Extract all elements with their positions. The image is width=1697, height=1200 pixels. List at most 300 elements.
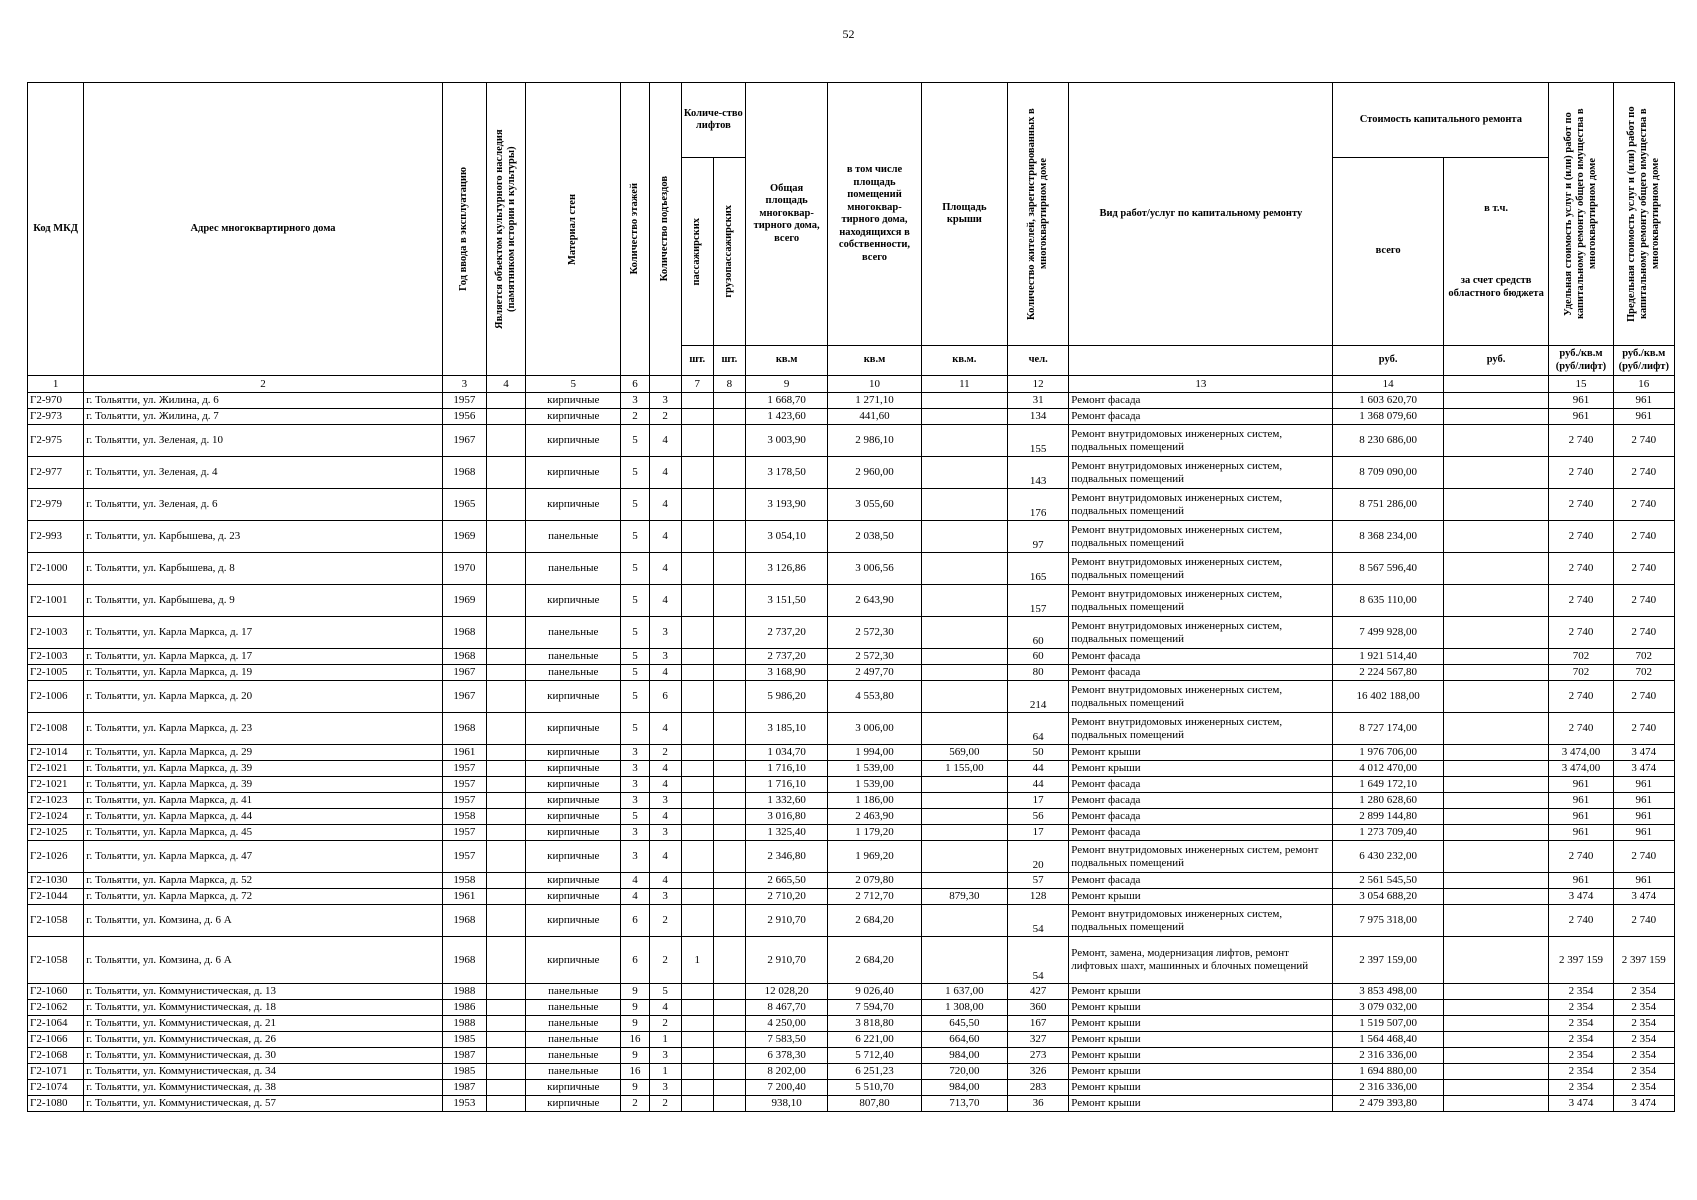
cell-year: 1961 xyxy=(442,889,486,905)
cell-unit-cost: 702 xyxy=(1549,665,1613,681)
cell-entrances: 3 xyxy=(649,617,681,649)
cell-lifts-pass xyxy=(681,825,713,841)
cell-owned-area: 2 643,90 xyxy=(828,585,921,617)
cell-residents: 31 xyxy=(1008,393,1069,409)
column-number: 14 xyxy=(1333,376,1443,393)
cell-owned-area: 1 994,00 xyxy=(828,745,921,761)
cell-address: г. Тольятти, ул. Коммунистическая, д. 34 xyxy=(84,1064,443,1080)
cell-cost-total: 2 224 567,80 xyxy=(1333,665,1443,681)
cell-residents: 360 xyxy=(1008,1000,1069,1016)
cell-lifts-pass xyxy=(681,777,713,793)
cell-address: г. Тольятти, ул. Зеленая, д. 4 xyxy=(84,457,443,489)
cell-work-type: Ремонт фасада xyxy=(1069,825,1333,841)
table-row xyxy=(28,761,1675,777)
cell-owned-area: 2 684,20 xyxy=(828,937,921,984)
cell-limit-cost: 2 354 xyxy=(1613,1032,1674,1048)
cell-limit-cost: 2 354 xyxy=(1613,1080,1674,1096)
cell-residents: 57 xyxy=(1008,873,1069,889)
cell-unit-cost: 961 xyxy=(1549,873,1613,889)
table-row xyxy=(28,617,1675,649)
cell-entrances: 4 xyxy=(649,425,681,457)
cell-entrances: 2 xyxy=(649,1096,681,1112)
cell-cost-regional xyxy=(1443,809,1548,825)
cell-cost-total: 6 430 232,00 xyxy=(1333,841,1443,873)
cell-cost-regional xyxy=(1443,713,1548,745)
column-number: 5 xyxy=(526,376,621,393)
cell-cost-total: 1 280 628,60 xyxy=(1333,793,1443,809)
cell-entrances: 4 xyxy=(649,777,681,793)
cell-address: г. Тольятти, ул. Карла Маркса, д. 47 xyxy=(84,841,443,873)
cell-work-type: Ремонт внутридомовых инженерных систем, подвальных помещений xyxy=(1069,489,1333,521)
cell-residents: 17 xyxy=(1008,825,1069,841)
cell-owned-area: 3 006,56 xyxy=(828,553,921,585)
cell-address: г. Тольятти, ул. Карла Маркса, д. 39 xyxy=(84,777,443,793)
cell-unit-cost: 2 354 xyxy=(1549,1016,1613,1032)
cell-owned-area: 5 712,40 xyxy=(828,1048,921,1064)
cell-owned-area: 2 572,30 xyxy=(828,617,921,649)
cell-unit-cost: 961 xyxy=(1549,409,1613,425)
cell-cost-regional xyxy=(1443,905,1548,937)
cell-heritage xyxy=(486,905,525,937)
cell-owned-area: 3 055,60 xyxy=(828,489,921,521)
header-cost-regional xyxy=(1443,158,1548,346)
cell-residents: 44 xyxy=(1008,777,1069,793)
cell-owned-area: 2 572,30 xyxy=(828,649,921,665)
cell-code: Г2-973 xyxy=(28,409,84,425)
cell-owned-area: 5 510,70 xyxy=(828,1080,921,1096)
cell-cost-total: 1 564 468,40 xyxy=(1333,1032,1443,1048)
cell-limit-cost: 2 740 xyxy=(1613,681,1674,713)
cell-owned-area: 2 712,70 xyxy=(828,889,921,905)
cell-wall: кирпичные xyxy=(526,425,621,457)
cell-wall: кирпичные xyxy=(526,409,621,425)
cell-total-area: 1 716,10 xyxy=(745,777,827,793)
cell-code: Г2-1006 xyxy=(28,681,84,713)
cell-lifts-cargo xyxy=(713,393,745,409)
cell-address: г. Тольятти, ул. Комзина, д. 6 А xyxy=(84,905,443,937)
cell-code: Г2-1001 xyxy=(28,585,84,617)
cell-wall: панельные xyxy=(526,1048,621,1064)
cell-residents: 167 xyxy=(1008,1016,1069,1032)
cell-cost-regional xyxy=(1443,409,1548,425)
table-row xyxy=(28,1064,1675,1080)
cell-cost-total: 2 479 393,80 xyxy=(1333,1096,1443,1112)
cell-roof-area xyxy=(921,905,1007,937)
cell-year: 1957 xyxy=(442,825,486,841)
cell-year: 1958 xyxy=(442,809,486,825)
cell-heritage xyxy=(486,761,525,777)
cell-owned-area: 2 960,00 xyxy=(828,457,921,489)
cell-lifts-cargo xyxy=(713,681,745,713)
cell-lifts-cargo xyxy=(713,585,745,617)
cell-work-type: Ремонт фасада xyxy=(1069,393,1333,409)
cell-wall: кирпичные xyxy=(526,1080,621,1096)
cell-unit-cost: 2 740 xyxy=(1549,841,1613,873)
cell-work-type: Ремонт фасада xyxy=(1069,649,1333,665)
header-floors: Количество этажей xyxy=(621,83,649,376)
cell-work-type: Ремонт внутридомовых инженерных систем, подвальных помещений xyxy=(1069,425,1333,457)
cell-entrances: 4 xyxy=(649,1000,681,1016)
header-entrances: Количество подъездов xyxy=(649,83,681,376)
cell-lifts-cargo xyxy=(713,1080,745,1096)
cell-code: Г2-1025 xyxy=(28,825,84,841)
cell-year: 1953 xyxy=(442,1096,486,1112)
cell-owned-area: 1 186,00 xyxy=(828,793,921,809)
cell-address: г. Тольятти, ул. Жилина, д. 6 xyxy=(84,393,443,409)
cell-entrances: 4 xyxy=(649,713,681,745)
cell-entrances: 3 xyxy=(649,889,681,905)
cell-year: 1970 xyxy=(442,553,486,585)
cell-address: г. Тольятти, ул. Карла Маркса, д. 23 xyxy=(84,713,443,745)
cell-limit-cost: 961 xyxy=(1613,777,1674,793)
cell-roof-area: 713,70 xyxy=(921,1096,1007,1112)
cell-year: 1967 xyxy=(442,425,486,457)
cell-address: г. Тольятти, ул. Коммунистическая, д. 26 xyxy=(84,1032,443,1048)
cell-year: 1987 xyxy=(442,1048,486,1064)
header-unit-cost: Удельная стоимость услуг и (или) работ по капитальному ремонту общего имущества в многоквартирном доме xyxy=(1549,83,1613,346)
cell-work-type: Ремонт крыши xyxy=(1069,745,1333,761)
cell-wall: кирпичные xyxy=(526,681,621,713)
cell-work-type: Ремонт крыши xyxy=(1069,1000,1333,1016)
cell-wall: панельные xyxy=(526,1064,621,1080)
cell-total-area: 6 378,30 xyxy=(745,1048,827,1064)
cell-year: 1987 xyxy=(442,1080,486,1096)
cell-cost-regional xyxy=(1443,1000,1548,1016)
cell-lifts-pass xyxy=(681,489,713,521)
cell-cost-total: 1 921 514,40 xyxy=(1333,649,1443,665)
cell-wall: кирпичные xyxy=(526,745,621,761)
cell-residents: 20 xyxy=(1008,841,1069,873)
cell-residents: 50 xyxy=(1008,745,1069,761)
cell-cost-regional xyxy=(1443,1080,1548,1096)
cell-residents: 165 xyxy=(1008,553,1069,585)
cell-code: Г2-1058 xyxy=(28,937,84,984)
cell-unit-cost: 3 474 xyxy=(1549,889,1613,905)
cell-limit-cost: 2 397 159 xyxy=(1613,937,1674,984)
cell-lifts-cargo xyxy=(713,777,745,793)
cell-code: Г2-1000 xyxy=(28,553,84,585)
cell-lifts-pass xyxy=(681,1080,713,1096)
cell-total-area: 3 054,10 xyxy=(745,521,827,553)
cell-address: г. Тольятти, ул. Комзина, д. 6 А xyxy=(84,937,443,984)
cell-wall: панельные xyxy=(526,553,621,585)
cell-lifts-cargo xyxy=(713,825,745,841)
cell-year: 1988 xyxy=(442,1016,486,1032)
cell-cost-regional xyxy=(1443,889,1548,905)
cell-unit-cost: 2 740 xyxy=(1549,905,1613,937)
cell-work-type: Ремонт внутридомовых инженерных систем, подвальных помещений xyxy=(1069,713,1333,745)
cell-address: г. Тольятти, ул. Карла Маркса, д. 44 xyxy=(84,809,443,825)
cell-owned-area: 3 818,80 xyxy=(828,1016,921,1032)
cell-heritage xyxy=(486,681,525,713)
cell-year: 1967 xyxy=(442,665,486,681)
header-code: Код МКД xyxy=(28,83,84,376)
cell-address: г. Тольятти, ул. Коммунистическая, д. 38 xyxy=(84,1080,443,1096)
table-row xyxy=(28,425,1675,457)
table-row xyxy=(28,937,1675,984)
cell-floors: 16 xyxy=(621,1064,649,1080)
cell-total-area: 2 710,20 xyxy=(745,889,827,905)
cell-entrances: 3 xyxy=(649,793,681,809)
cell-total-area: 3 193,90 xyxy=(745,489,827,521)
cell-residents: 134 xyxy=(1008,409,1069,425)
cell-year: 1986 xyxy=(442,1000,486,1016)
cell-wall: панельные xyxy=(526,1032,621,1048)
cell-roof-area xyxy=(921,777,1007,793)
cell-cost-regional xyxy=(1443,777,1548,793)
cell-code: Г2-1044 xyxy=(28,889,84,905)
cell-floors: 4 xyxy=(621,889,649,905)
cell-work-type: Ремонт внутридомовых инженерных систем, подвальных помещений xyxy=(1069,553,1333,585)
cell-residents: 155 xyxy=(1008,425,1069,457)
cell-roof-area xyxy=(921,393,1007,409)
table-row xyxy=(28,1096,1675,1112)
cell-roof-area xyxy=(921,665,1007,681)
cell-roof-area xyxy=(921,649,1007,665)
cell-lifts-cargo xyxy=(713,873,745,889)
cell-heritage xyxy=(486,777,525,793)
cell-total-area: 3 178,50 xyxy=(745,457,827,489)
cell-owned-area: 441,60 xyxy=(828,409,921,425)
cell-cost-regional xyxy=(1443,521,1548,553)
table-row xyxy=(28,777,1675,793)
unit-residents: чел. xyxy=(1008,346,1069,376)
unit-work-type xyxy=(1069,346,1333,376)
cell-owned-area: 2 497,70 xyxy=(828,665,921,681)
table-body xyxy=(28,393,1675,1112)
cell-cost-regional xyxy=(1443,425,1548,457)
cell-code: Г2-1074 xyxy=(28,1080,84,1096)
cell-wall: кирпичные xyxy=(526,841,621,873)
cell-entrances: 3 xyxy=(649,1048,681,1064)
cell-entrances: 2 xyxy=(649,745,681,761)
cell-lifts-cargo xyxy=(713,521,745,553)
cell-owned-area: 2 038,50 xyxy=(828,521,921,553)
table-row xyxy=(28,649,1675,665)
cell-code: Г2-1024 xyxy=(28,809,84,825)
column-number: 12 xyxy=(1008,376,1069,393)
cell-heritage xyxy=(486,553,525,585)
cell-lifts-pass xyxy=(681,984,713,1000)
unit-cost-total: руб. xyxy=(1333,346,1443,376)
cell-unit-cost: 2 397 159 xyxy=(1549,937,1613,984)
cell-lifts-pass xyxy=(681,649,713,665)
cell-entrances: 4 xyxy=(649,489,681,521)
cell-heritage xyxy=(486,393,525,409)
cell-unit-cost: 2 740 xyxy=(1549,521,1613,553)
cell-lifts-cargo xyxy=(713,553,745,585)
unit-total-area: кв.м xyxy=(745,346,827,376)
cell-total-area: 4 250,00 xyxy=(745,1016,827,1032)
cell-cost-total: 1 649 172,10 xyxy=(1333,777,1443,793)
cell-unit-cost: 961 xyxy=(1549,793,1613,809)
cell-limit-cost: 2 740 xyxy=(1613,585,1674,617)
cell-owned-area: 7 594,70 xyxy=(828,1000,921,1016)
cell-work-type: Ремонт крыши xyxy=(1069,984,1333,1000)
cell-roof-area xyxy=(921,873,1007,889)
cell-code: Г2-1066 xyxy=(28,1032,84,1048)
cell-year: 1957 xyxy=(442,761,486,777)
cell-lifts-pass xyxy=(681,873,713,889)
table-row xyxy=(28,793,1675,809)
cell-year: 1968 xyxy=(442,713,486,745)
cell-wall: кирпичные xyxy=(526,905,621,937)
cell-lifts-pass xyxy=(681,681,713,713)
cell-limit-cost: 702 xyxy=(1613,665,1674,681)
cell-code: Г2-1068 xyxy=(28,1048,84,1064)
cell-lifts-cargo xyxy=(713,937,745,984)
cell-lifts-pass xyxy=(681,585,713,617)
cell-roof-area xyxy=(921,585,1007,617)
cell-cost-total: 8 635 110,00 xyxy=(1333,585,1443,617)
cell-cost-total: 4 012 470,00 xyxy=(1333,761,1443,777)
cell-unit-cost: 702 xyxy=(1549,649,1613,665)
cell-owned-area: 1 539,00 xyxy=(828,777,921,793)
cell-cost-regional xyxy=(1443,1016,1548,1032)
cell-limit-cost: 961 xyxy=(1613,393,1674,409)
cell-heritage xyxy=(486,409,525,425)
cell-entrances: 4 xyxy=(649,585,681,617)
cell-cost-regional xyxy=(1443,649,1548,665)
column-number: 11 xyxy=(921,376,1007,393)
cell-unit-cost: 2 354 xyxy=(1549,1000,1613,1016)
cell-unit-cost: 2 740 xyxy=(1549,489,1613,521)
cell-roof-area xyxy=(921,409,1007,425)
cell-cost-total: 2 316 336,00 xyxy=(1333,1048,1443,1064)
cell-lifts-pass xyxy=(681,841,713,873)
cell-floors: 3 xyxy=(621,745,649,761)
table-row xyxy=(28,889,1675,905)
cell-limit-cost: 3 474 xyxy=(1613,761,1674,777)
table-row xyxy=(28,905,1675,937)
cell-entrances: 4 xyxy=(649,841,681,873)
cell-lifts-cargo xyxy=(713,617,745,649)
table-row xyxy=(28,1032,1675,1048)
cell-lifts-cargo xyxy=(713,1096,745,1112)
cell-cost-total: 7 499 928,00 xyxy=(1333,617,1443,649)
cell-cost-regional xyxy=(1443,393,1548,409)
cell-lifts-pass xyxy=(681,1096,713,1112)
cell-total-area: 8 467,70 xyxy=(745,1000,827,1016)
cell-limit-cost: 2 354 xyxy=(1613,1016,1674,1032)
cell-wall: кирпичные xyxy=(526,809,621,825)
cell-limit-cost: 2 354 xyxy=(1613,1000,1674,1016)
table-row xyxy=(28,409,1675,425)
cell-heritage xyxy=(486,1016,525,1032)
cell-code: Г2-1080 xyxy=(28,1096,84,1112)
cell-code: Г2-1026 xyxy=(28,841,84,873)
cell-residents: 80 xyxy=(1008,665,1069,681)
cell-year: 1968 xyxy=(442,905,486,937)
unit-limit-cost: руб./кв.м (руб/лифт) xyxy=(1613,346,1674,376)
cell-work-type: Ремонт, замена, модернизация лифтов, ремонт лифтовых шахт, машинных и блочных помещений xyxy=(1069,937,1333,984)
cell-roof-area: 720,00 xyxy=(921,1064,1007,1080)
cell-address: г. Тольятти, ул. Карбышева, д. 23 xyxy=(84,521,443,553)
cell-heritage xyxy=(486,793,525,809)
cell-heritage xyxy=(486,889,525,905)
cell-cost-regional xyxy=(1443,617,1548,649)
cell-address: г. Тольятти, ул. Карла Маркса, д. 17 xyxy=(84,617,443,649)
cell-work-type: Ремонт крыши xyxy=(1069,1032,1333,1048)
cell-unit-cost: 961 xyxy=(1549,393,1613,409)
cell-lifts-pass xyxy=(681,793,713,809)
cell-entrances: 2 xyxy=(649,905,681,937)
cell-wall: кирпичные xyxy=(526,777,621,793)
cell-floors: 5 xyxy=(621,425,649,457)
cell-lifts-pass xyxy=(681,745,713,761)
cell-owned-area: 1 271,10 xyxy=(828,393,921,409)
cell-lifts-cargo xyxy=(713,1000,745,1016)
cell-floors: 9 xyxy=(621,1016,649,1032)
cell-cost-regional xyxy=(1443,745,1548,761)
unit-lifts-pass: шт. xyxy=(681,346,713,376)
cell-floors: 5 xyxy=(621,585,649,617)
cell-cost-total: 16 402 188,00 xyxy=(1333,681,1443,713)
cell-total-area: 1 668,70 xyxy=(745,393,827,409)
column-number: 13 xyxy=(1069,376,1333,393)
cell-entrances: 1 xyxy=(649,1064,681,1080)
column-number-row xyxy=(28,376,1675,393)
cell-floors: 5 xyxy=(621,649,649,665)
cell-year: 1967 xyxy=(442,681,486,713)
cell-heritage xyxy=(486,745,525,761)
cell-entrances: 4 xyxy=(649,521,681,553)
cell-lifts-cargo xyxy=(713,984,745,1000)
cell-residents: 283 xyxy=(1008,1080,1069,1096)
cell-total-area: 2 910,70 xyxy=(745,905,827,937)
cell-code: Г2-993 xyxy=(28,521,84,553)
cell-cost-regional xyxy=(1443,984,1548,1000)
cell-total-area: 5 986,20 xyxy=(745,681,827,713)
cell-roof-area xyxy=(921,681,1007,713)
unit-cost-regional: руб. xyxy=(1443,346,1548,376)
cell-work-type: Ремонт крыши xyxy=(1069,1064,1333,1080)
column-number: 1 xyxy=(28,376,84,393)
cell-wall: панельные xyxy=(526,649,621,665)
cell-cost-total: 3 079 032,00 xyxy=(1333,1000,1443,1016)
cell-code: Г2-1003 xyxy=(28,617,84,649)
cell-code: Г2-1003 xyxy=(28,649,84,665)
header-roof-area: Площадь крыши xyxy=(921,83,1007,346)
cell-limit-cost: 961 xyxy=(1613,809,1674,825)
column-number xyxy=(649,376,681,393)
cell-entrances: 4 xyxy=(649,761,681,777)
cell-lifts-cargo xyxy=(713,649,745,665)
cell-address: г. Тольятти, ул. Коммунистическая, д. 21 xyxy=(84,1016,443,1032)
cell-total-area: 3 016,80 xyxy=(745,809,827,825)
cell-cost-total: 1 976 706,00 xyxy=(1333,745,1443,761)
cell-address: г. Тольятти, ул. Коммунистическая, д. 57 xyxy=(84,1096,443,1112)
cell-unit-cost: 2 740 xyxy=(1549,553,1613,585)
cell-total-area: 1 325,40 xyxy=(745,825,827,841)
cell-entrances: 6 xyxy=(649,681,681,713)
cell-address: г. Тольятти, ул. Коммунистическая, д. 18 xyxy=(84,1000,443,1016)
cell-floors: 5 xyxy=(621,617,649,649)
cell-total-area: 7 583,50 xyxy=(745,1032,827,1048)
cell-heritage xyxy=(486,457,525,489)
cell-wall: панельные xyxy=(526,665,621,681)
cell-year: 1958 xyxy=(442,873,486,889)
cell-residents: 176 xyxy=(1008,489,1069,521)
column-number: 2 xyxy=(84,376,443,393)
cell-limit-cost: 3 474 xyxy=(1613,1096,1674,1112)
cell-heritage xyxy=(486,1048,525,1064)
cell-residents: 56 xyxy=(1008,809,1069,825)
cell-work-type: Ремонт крыши xyxy=(1069,1080,1333,1096)
cell-limit-cost: 3 474 xyxy=(1613,745,1674,761)
cell-address: г. Тольятти, ул. Карбышева, д. 8 xyxy=(84,553,443,585)
cell-unit-cost: 2 354 xyxy=(1549,1064,1613,1080)
